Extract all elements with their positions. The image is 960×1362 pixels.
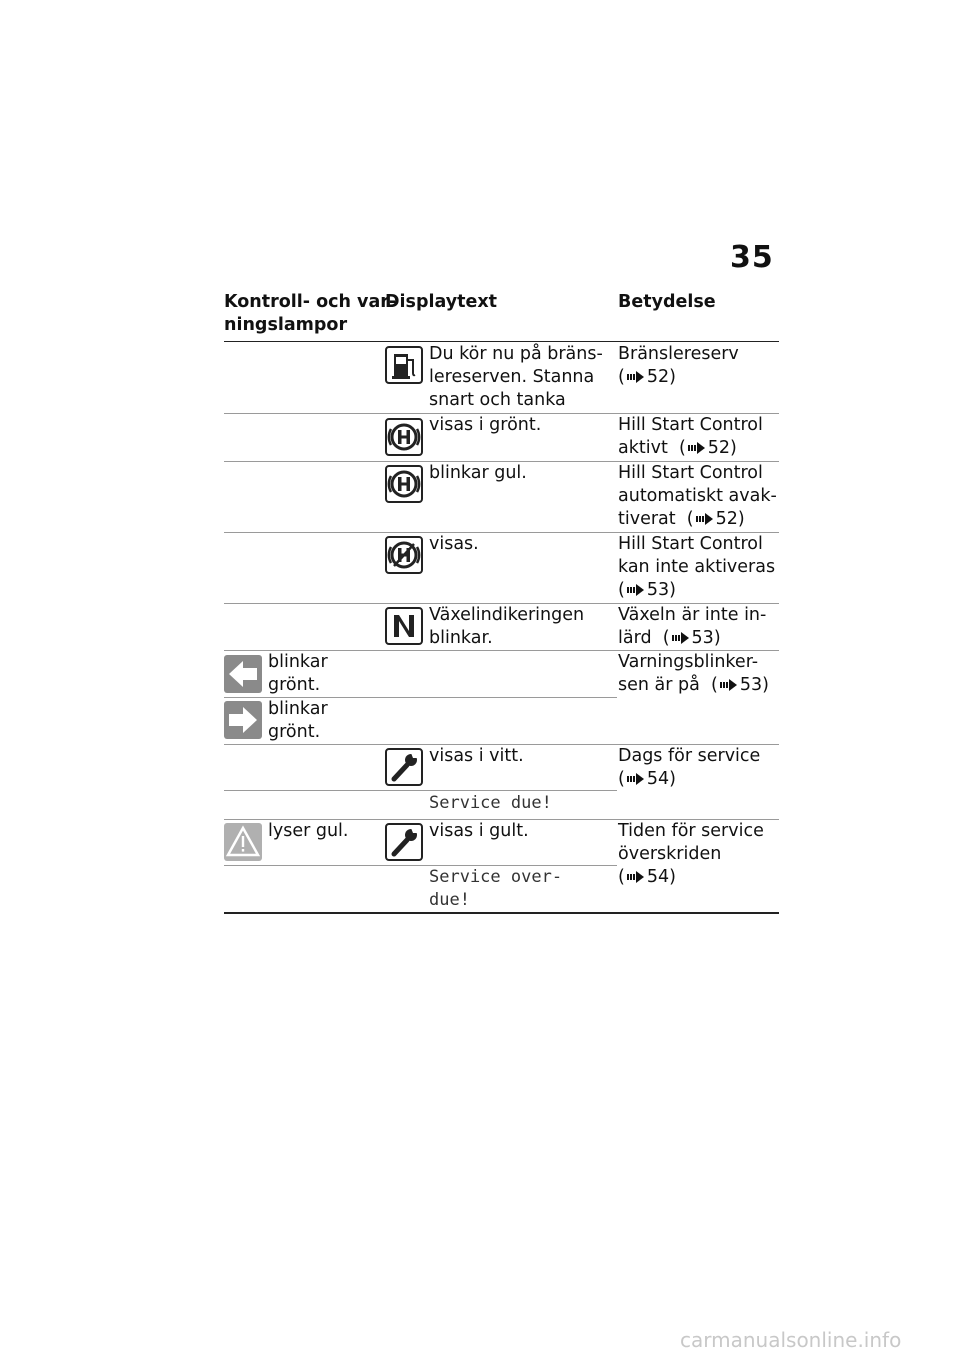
hazard-left-text-line1: blinkar [268, 652, 328, 672]
service-overdue-lamp-text: lyser gul. [268, 821, 349, 841]
service-due-code: Service due! [429, 793, 552, 813]
fuel-pump-icon [385, 346, 423, 388]
hill-off-meaning-line2: kan inte aktiveras [618, 557, 776, 577]
fuel-display-line3: snart och tanka [429, 390, 566, 410]
hill-start-h-icon [385, 418, 423, 460]
hazard-meaning: Varningsblinker- [618, 652, 759, 672]
hill-off-display: visas. [429, 534, 479, 554]
hazard-left-text-line2: grönt. [268, 675, 321, 695]
fuel-ref[interactable]: ( 52) [618, 367, 676, 387]
ref-arrow-icon [670, 627, 692, 650]
hill-yellow-display: blinkar gul. [429, 463, 527, 483]
header-display: Displaytext [385, 292, 498, 312]
service-due-ref[interactable]: ( 54) [618, 769, 676, 789]
hill-green-meaning: Hill Start Control [618, 415, 763, 435]
neutral-ref[interactable]: lärd ( 53) [618, 628, 721, 648]
hill-yellow-meaning-line1: Hill Start Control [618, 463, 763, 483]
hill-green-ref[interactable]: aktivt ( 52) [618, 438, 737, 458]
header-lamps-cont: ningslampor [224, 315, 348, 335]
header-meaning: Betydelse [618, 292, 716, 312]
hill-off-meaning-line1: Hill Start Control [618, 534, 763, 554]
service-overdue-meaning-line2: överskriden [618, 844, 722, 864]
service-overdue-meaning-line1: Tiden för service [618, 821, 764, 841]
hill-start-crossed-icon [385, 536, 423, 578]
neutral-display-line2: blinkar. [429, 628, 493, 648]
neutral-n-icon [385, 607, 423, 649]
row-divider [224, 790, 617, 791]
ref-arrow-icon [686, 437, 708, 460]
header-lamps: Kontroll- och var- [224, 292, 397, 312]
service-overdue-display: visas i gult. [429, 821, 529, 841]
service-overdue-code-line1: Service over- [429, 867, 563, 887]
ref-arrow-icon [625, 579, 647, 602]
hill-yellow-ref[interactable]: tiverat ( 52) [618, 509, 745, 529]
ref-arrow-icon [718, 674, 740, 697]
neutral-meaning: Växeln är inte in- [618, 605, 767, 625]
warning-triangle-icon [224, 823, 262, 865]
fuel-display-line2: lereserven. Stanna [429, 367, 595, 387]
hazard-right-text-line2: grönt. [268, 722, 321, 742]
hill-green-display: visas i grönt. [429, 415, 542, 435]
ref-arrow-icon [625, 366, 647, 389]
wrench-icon [385, 748, 423, 790]
hazard-right-text-line1: blinkar [268, 699, 328, 719]
ref-arrow-icon [694, 508, 716, 531]
ref-arrow-icon [625, 768, 647, 791]
arrow-right-icon [224, 701, 262, 743]
hill-off-ref[interactable]: ( 53) [618, 580, 676, 600]
watermark: carmanualsonline.info [680, 1328, 902, 1352]
arrow-left-icon [224, 655, 262, 697]
fuel-display-line1: Du kör nu på bräns- [429, 344, 603, 364]
service-overdue-code-line2: due! [429, 890, 470, 910]
hazard-ref[interactable]: sen är på ( 53) [618, 675, 769, 695]
header-rule [224, 341, 779, 342]
table-bottom-rule [224, 912, 779, 914]
neutral-display-line1: Växelindikeringen [429, 605, 585, 625]
page-number: 35 [730, 240, 774, 275]
wrench-icon [385, 823, 423, 865]
service-due-meaning: Dags för service [618, 746, 761, 766]
service-overdue-ref[interactable]: ( 54) [618, 867, 676, 887]
hill-start-h-icon [385, 465, 423, 507]
fuel-meaning: Bränslereserv [618, 344, 739, 364]
hill-yellow-meaning-line2: automatiskt avak- [618, 486, 777, 506]
ref-arrow-icon [625, 866, 647, 889]
service-due-display: visas i vitt. [429, 746, 524, 766]
